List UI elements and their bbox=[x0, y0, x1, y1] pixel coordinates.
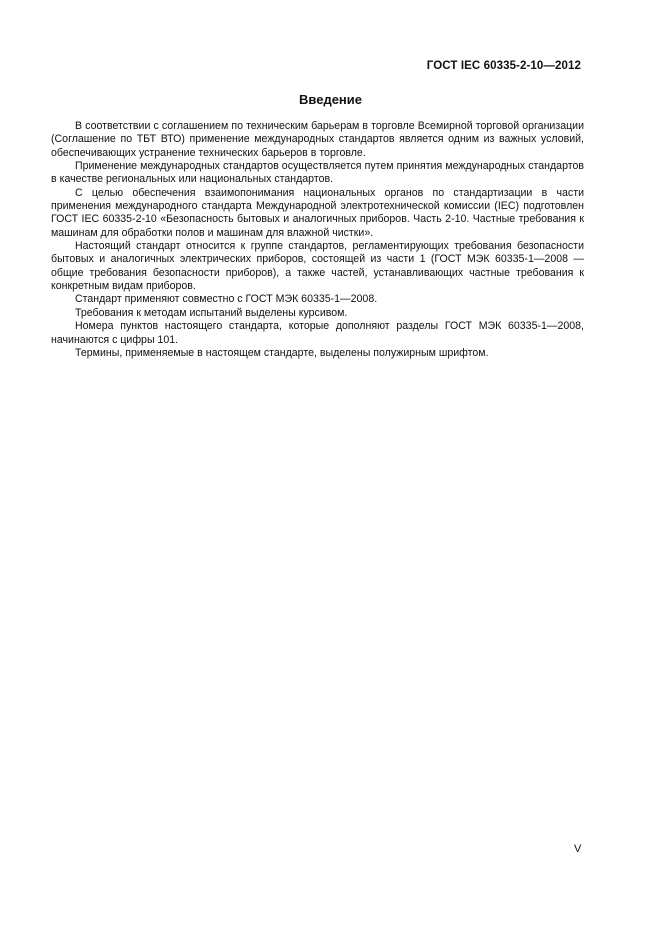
standard-id-header: ГОСТ IEC 60335-2-10—2012 bbox=[426, 60, 581, 72]
paragraph-terms: Термины, применяемые в настоящем стандарте, выделены полужирным шрифтом. bbox=[75, 346, 489, 359]
section-title: Введение bbox=[299, 92, 362, 107]
paragraph-used-with: Стандарт применяют совместно с ГОСТ МЭК 60335-1—2008. bbox=[75, 293, 378, 306]
introduction-body bbox=[51, 120, 584, 360]
page-number: V bbox=[574, 843, 582, 855]
paragraph-test-methods: Требования к методам испытаний выделены курсивом. bbox=[75, 306, 348, 319]
paragraph-wto-agreement: В соответствии с соглашением по техническим барьерам в торговле Всемирной торговой организации (Соглашение по ТБТ ВТО) применение международных стандартов является одним из важных условий, обеспечивающих устранение технических барьеров в торговле. bbox=[51, 120, 584, 159]
paragraph-standard-group: Настоящий стандарт относится к группе стандартов, регламентирующих требования безопасности бытовых и аналогичных электрических приборов, состоящей из части 1 (ГОСТ МЭК 60335-1—2008 — общие требования безопасности приборов), а также частей, устанавливающих частные требования к конкретным видам приборов. bbox=[51, 240, 584, 293]
paragraph-international-standards: Применение международных стандартов осуществляется путем принятия международных стандартов в качестве региональных или национальных стандартов. bbox=[51, 160, 584, 186]
paragraph-clause-numbers: Номера пунктов настоящего стандарта, которые дополняют разделы ГОСТ МЭК 60335-1—2008, начинаются с цифры 101. bbox=[51, 320, 584, 346]
paragraph-mutual-understanding: С целью обеспечения взаимопонимания национальных органов по стандартизации в части применения международного стандарта Международной электротехнической комиссии (IEC) подготовлен ГОСТ IEC 60335-2-10 «Безопасность бытовых и аналогичных приборов. Часть 2-10. Частные требования к машинам для обработки полов и машинам для влажной чистки». bbox=[51, 186, 584, 239]
